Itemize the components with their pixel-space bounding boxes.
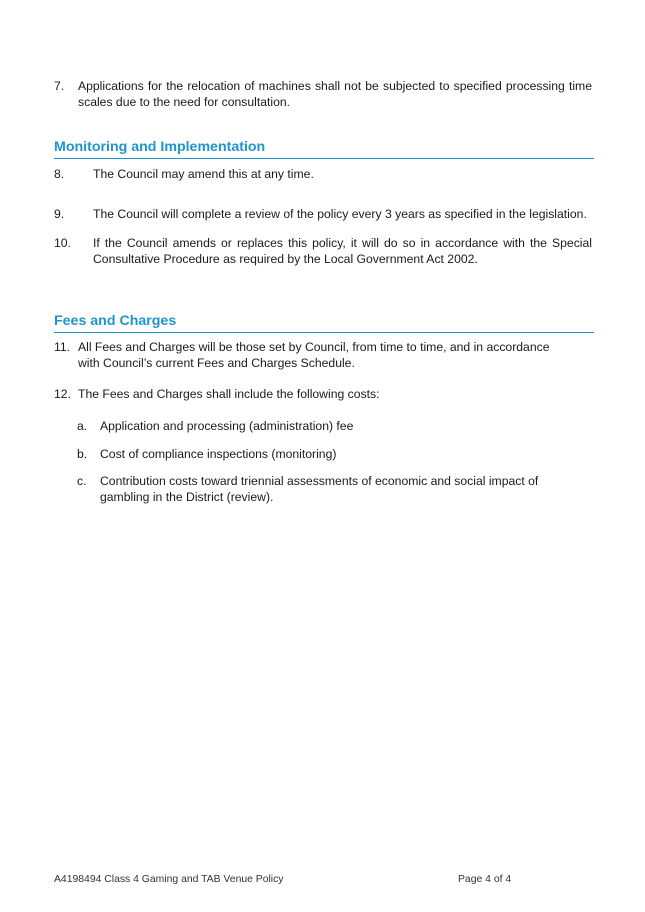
item-text: Applications for the relocation of machines shall not be subjected to specified processing time scales due to the need for consultation. [78,79,592,109]
item-number: 10. [54,236,71,250]
subitem-letter: c. [77,474,87,488]
item-text: All Fees and Charges will be those set by Council, from time to time, and in accordance with Council’s current Fees and Charges Schedule. [78,340,550,370]
item-number: 11. [54,340,71,354]
policy-item-7 [54,78,592,112]
subitem-letter: b. [77,447,88,461]
item-number: 7. [54,79,65,93]
section-heading-monitoring: Monitoring and Implementation [54,138,594,159]
policy-item-10 [54,235,592,269]
footer-document-reference: A4198494 Class 4 Gaming and TAB Venue Policy [54,874,284,885]
policy-item-12 [54,386,592,404]
item-text: The Council will complete a review of the policy every 3 years as specified in the legislation. [93,207,587,221]
item-number: 8. [54,167,65,181]
subitem-text: Application and processing (administration) fee [100,419,354,433]
item-number: 12. [54,387,71,401]
subitem-text: Contribution costs toward triennial assessments of economic and social impact of gambling in the District (review). [100,474,539,504]
item-text: The Fees and Charges shall include the following costs: [78,387,380,401]
item-text: The Council may amend this at any time. [93,167,314,181]
fee-subitem-a [77,418,592,436]
item-number: 9. [54,207,65,221]
fee-subitem-c [77,473,592,507]
section-heading-fees: Fees and Charges [54,312,594,333]
policy-item-9 [54,206,592,224]
policy-item-11 [54,339,592,373]
policy-item-8 [54,166,592,184]
subitem-letter: a. [77,419,88,433]
footer-page-number: Page 4 of 4 [458,874,512,885]
item-text: If the Council amends or replaces this policy, it will do so in accordance with the Special Consultative Procedure as required by the Local Government Act 2002. [93,236,592,266]
fee-subitem-b [77,446,592,464]
subitem-text: Cost of compliance inspections (monitoring) [100,447,337,461]
